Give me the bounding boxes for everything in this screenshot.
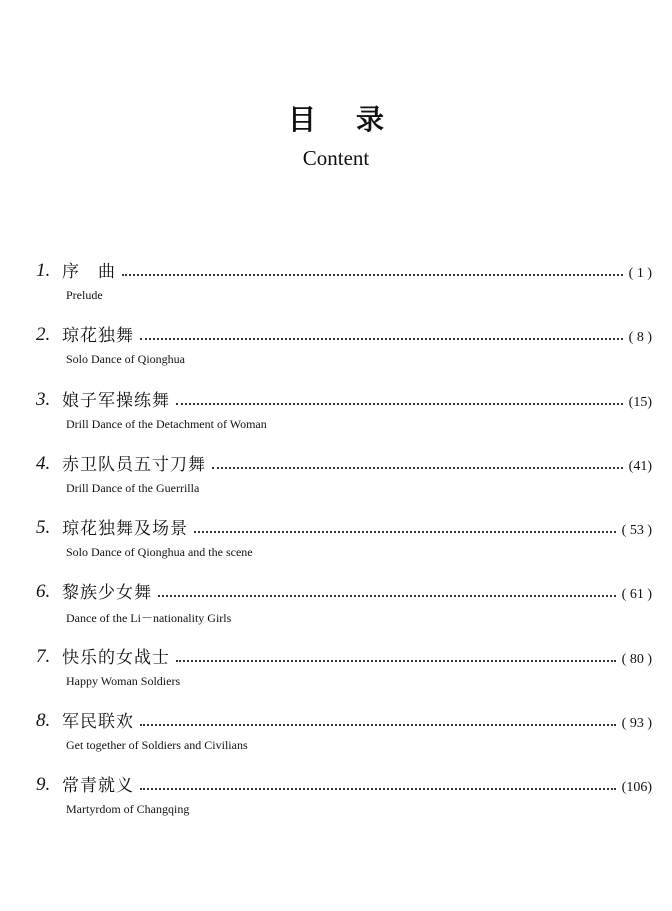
dot-leader: [140, 787, 616, 790]
toc-page-number: ( 93 ): [621, 716, 652, 731]
toc-title: 快乐的女战士: [62, 648, 170, 668]
dot-leader: [140, 723, 616, 726]
toc-title: 常青就义: [62, 776, 134, 796]
toc-page-number: (15): [628, 395, 652, 410]
toc-subtitle: Solo Dance of Qionghua: [66, 352, 185, 366]
page-title-english: Content: [302, 146, 370, 170]
toc-title: 琼花独舞及场景: [62, 519, 188, 539]
dot-leader: [194, 530, 616, 533]
toc-number: 6.: [36, 581, 51, 602]
toc-subtitle: Drill Dance of the Detachment of Woman: [66, 417, 267, 431]
toc-title: 娘子军操练舞: [62, 391, 170, 411]
toc-subtitle: Solo Dance of Qionghua and the scene: [66, 545, 253, 559]
toc-entry-6[interactable]: [0, 577, 672, 637]
toc-title: 琼花独舞: [62, 326, 134, 346]
toc-title: 序 曲: [62, 262, 116, 282]
toc-number: 9.: [36, 774, 51, 795]
toc-page-number: ( 80 ): [621, 652, 652, 667]
toc-subtitle: Prelude: [66, 288, 103, 302]
toc-title: 军民联欢: [62, 712, 134, 732]
toc-entry-4[interactable]: [0, 449, 672, 509]
toc-page-number: (106): [621, 780, 652, 795]
toc-number: 2.: [36, 324, 51, 345]
toc-subtitle: Drill Dance of the Guerrilla: [66, 481, 200, 495]
toc-number: 3.: [36, 389, 51, 410]
toc-entry-7[interactable]: [0, 642, 672, 702]
toc-page-number: ( 8 ): [628, 330, 652, 345]
toc-number: 1.: [36, 260, 51, 281]
toc-subtitle: Happy Woman Soldiers: [66, 674, 181, 688]
page-title-chinese: 目录: [287, 103, 424, 136]
toc-entry-5[interactable]: [0, 513, 672, 573]
toc-entry-3[interactable]: [0, 385, 672, 445]
dot-leader: [158, 594, 616, 597]
toc-entry-9[interactable]: [0, 770, 672, 830]
dot-leader: [212, 466, 623, 469]
toc-entry-2[interactable]: [0, 320, 672, 380]
dot-leader: [122, 273, 623, 276]
toc-subtitle: Get together of Soldiers and Civilians: [66, 738, 248, 752]
toc-entry-8[interactable]: [0, 706, 672, 766]
toc-page-number: ( 61 ): [621, 587, 652, 602]
toc-number: 4.: [36, 453, 51, 474]
dot-leader: [176, 659, 616, 662]
dot-leader: [140, 337, 623, 340]
dot-leader: [176, 402, 623, 405]
toc-subtitle: Martyrdom of Changqing: [66, 802, 190, 816]
toc-subtitle: Dance of the Li－nationality Girls: [66, 611, 232, 625]
toc-page-number: ( 1 ): [628, 266, 652, 281]
toc-number: 8.: [36, 710, 51, 731]
toc-page-number: ( 53 ): [621, 523, 652, 538]
toc-entry-1[interactable]: [0, 256, 672, 316]
toc-title: 黎族少女舞: [62, 583, 152, 603]
toc-title: 赤卫队员五寸刀舞: [62, 455, 206, 475]
toc-page-number: (41): [628, 459, 652, 474]
toc-number: 5.: [36, 517, 51, 538]
toc-number: 7.: [36, 646, 51, 667]
